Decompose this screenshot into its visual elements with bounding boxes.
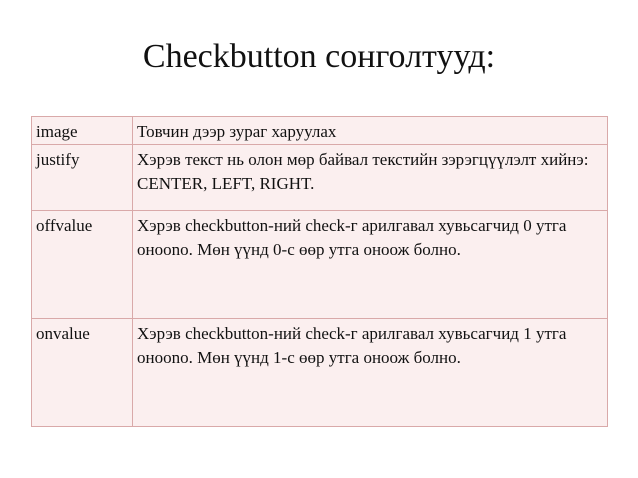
option-description: Товчин дээр зураг харуулах bbox=[133, 117, 608, 145]
option-description: Хэрэв checkbutton-ний check-г арилгавал хувьсагчид 1 утга оноono. Мөн үүнд 1-с өөр утга оноож болно. bbox=[133, 319, 608, 427]
table-row bbox=[32, 211, 608, 319]
table-row bbox=[32, 145, 608, 211]
option-name: image bbox=[32, 117, 133, 145]
option-name: onvalue bbox=[32, 319, 133, 427]
table-row bbox=[32, 319, 608, 427]
option-name: justify bbox=[32, 145, 133, 211]
option-description: Хэрэв checkbutton-ний check-г арилгавал хувьсагчид 0 утга оноono. Мөн үүнд 0-с өөр утга оноож болно. bbox=[133, 211, 608, 319]
options-table bbox=[31, 116, 608, 427]
option-description: Хэрэв текст нь олон мөр байвал текстийн зэрэгцүүлэлт хийнэ: CENTER, LEFT, RIGHT. bbox=[133, 145, 608, 211]
table-row bbox=[32, 117, 608, 145]
slide-title: Checkbutton сонголтууд: bbox=[142, 38, 496, 75]
option-name: offvalue bbox=[32, 211, 133, 319]
